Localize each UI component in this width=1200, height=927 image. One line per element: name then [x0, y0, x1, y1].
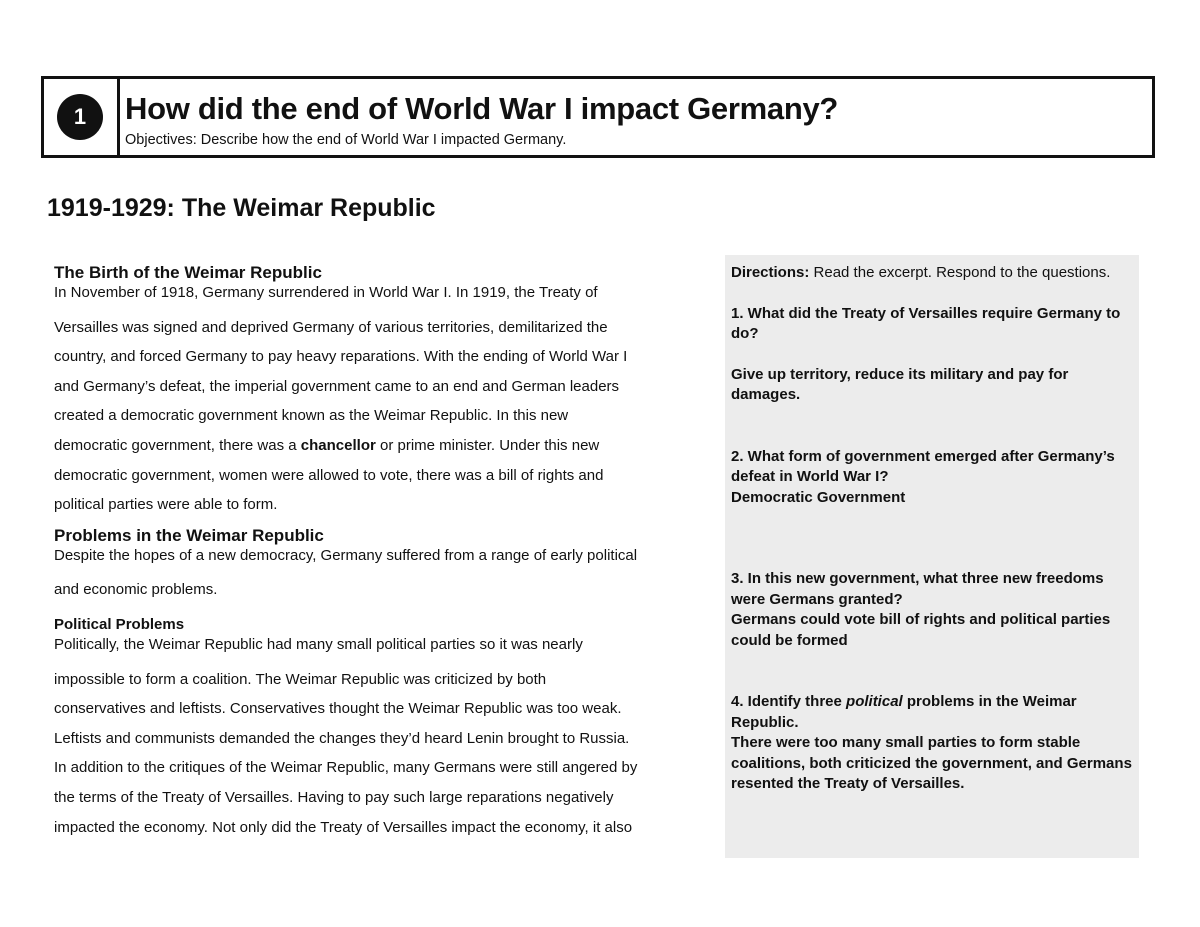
political-line: Politically, the Weimar Republic had many small political parties so it was nearly	[54, 635, 583, 653]
question-4-end: problems in the Weimar Republic.	[731, 693, 1077, 731]
answer-2[interactable]: Democratic Government	[731, 488, 906, 506]
lesson-header	[41, 76, 1155, 158]
question-4	[731, 692, 1133, 733]
lesson-number-badge: 1	[57, 94, 103, 140]
birth-line: and Germany’s defeat, the imperial government came to an end and German leaders	[54, 377, 620, 395]
birth-line: In November of 1918, Germany surrendered in World War I. In 1919, the Treaty of	[54, 284, 598, 301]
political-line: impacted the economy. Not only did the Treaty of Versailles impact the economy, it also	[54, 818, 633, 836]
directions-label: Directions:	[731, 264, 810, 281]
question-2: 2. What form of government emerged after Germany’s defeat in World War I?	[731, 447, 1115, 485]
political-line: impossible to form a coalition. The Weimar Republic was criticized by both	[54, 670, 547, 688]
directions-text: Read the excerpt. Respond to the questions.	[809, 264, 1111, 281]
problems-line: and economic problems.	[54, 581, 218, 599]
header-divider	[117, 79, 120, 155]
question-4-start: 4. Identify three	[731, 693, 847, 710]
objectives-label: Objectives:	[125, 132, 197, 148]
political-line: Leftists and communists demanded the changes they’d heard Lenin brought to Russia.	[54, 729, 630, 747]
birth-heading: The Birth of the Weimar Republic	[54, 263, 322, 282]
objectives-text: Describe how the end of World War I impacted Germany.	[196, 132, 567, 148]
lesson-title: How did the end of World War I impact Germany?	[125, 91, 839, 126]
answer-3[interactable]: Germans could vote bill of rights and political parties could be formed	[731, 611, 1111, 649]
reading-excerpt	[54, 263, 722, 842]
birth-line	[54, 431, 722, 461]
questions-panel	[725, 255, 1139, 858]
birth-line: democratic government, women were allowed to vote, there was a bill of rights and	[54, 466, 604, 484]
question-4-emphasis: political	[846, 693, 903, 710]
birth-line: created a democratic government known as the Weimar Republic. In this new	[54, 407, 569, 425]
political-line: conservatives and leftists. Conservatives thought the Weimar Republic was too weak.	[54, 700, 622, 718]
problems-line: Despite the hopes of a new democracy, Germany suffered from a range of early political	[54, 546, 638, 564]
answer-1[interactable]: Give up territory, reduce its military and pay for damages.	[731, 365, 1069, 403]
lesson-objectives	[125, 132, 566, 148]
birth-line: country, and forced Germany to pay heavy reparations. With the ending of World War I	[54, 348, 628, 366]
question-1: 1. What did the Treaty of Versailles require Germany to do?	[731, 304, 1121, 342]
political-line: the terms of the Treaty of Versailles. Having to pay such large reparations negatively	[54, 788, 614, 806]
birth-line: political parties were able to form.	[54, 496, 278, 514]
chancellor-term: chancellor	[300, 436, 376, 454]
section-title: 1919-1929: The Weimar Republic	[47, 194, 436, 222]
birth-line-end: or prime minister. Under this new	[375, 436, 600, 454]
problems-heading: Problems in the Weimar Republic	[54, 525, 324, 545]
birth-line-start: democratic government, there was a	[54, 436, 301, 454]
birth-line: Versailles was signed and deprived Germany of various territories, demilitarized the	[54, 318, 608, 336]
answer-4[interactable]: There were too many small parties to form stable coalitions, both criticized the government, and Germans resented the Treaty of Versailles.	[731, 734, 1132, 792]
question-3: 3. In this new government, what three new freedoms were Germans granted?	[731, 570, 1104, 608]
political-heading: Political Problems	[54, 615, 185, 633]
directions	[731, 263, 1133, 284]
political-line: In addition to the critiques of the Weimar Republic, many Germans were still angered by	[54, 759, 638, 777]
